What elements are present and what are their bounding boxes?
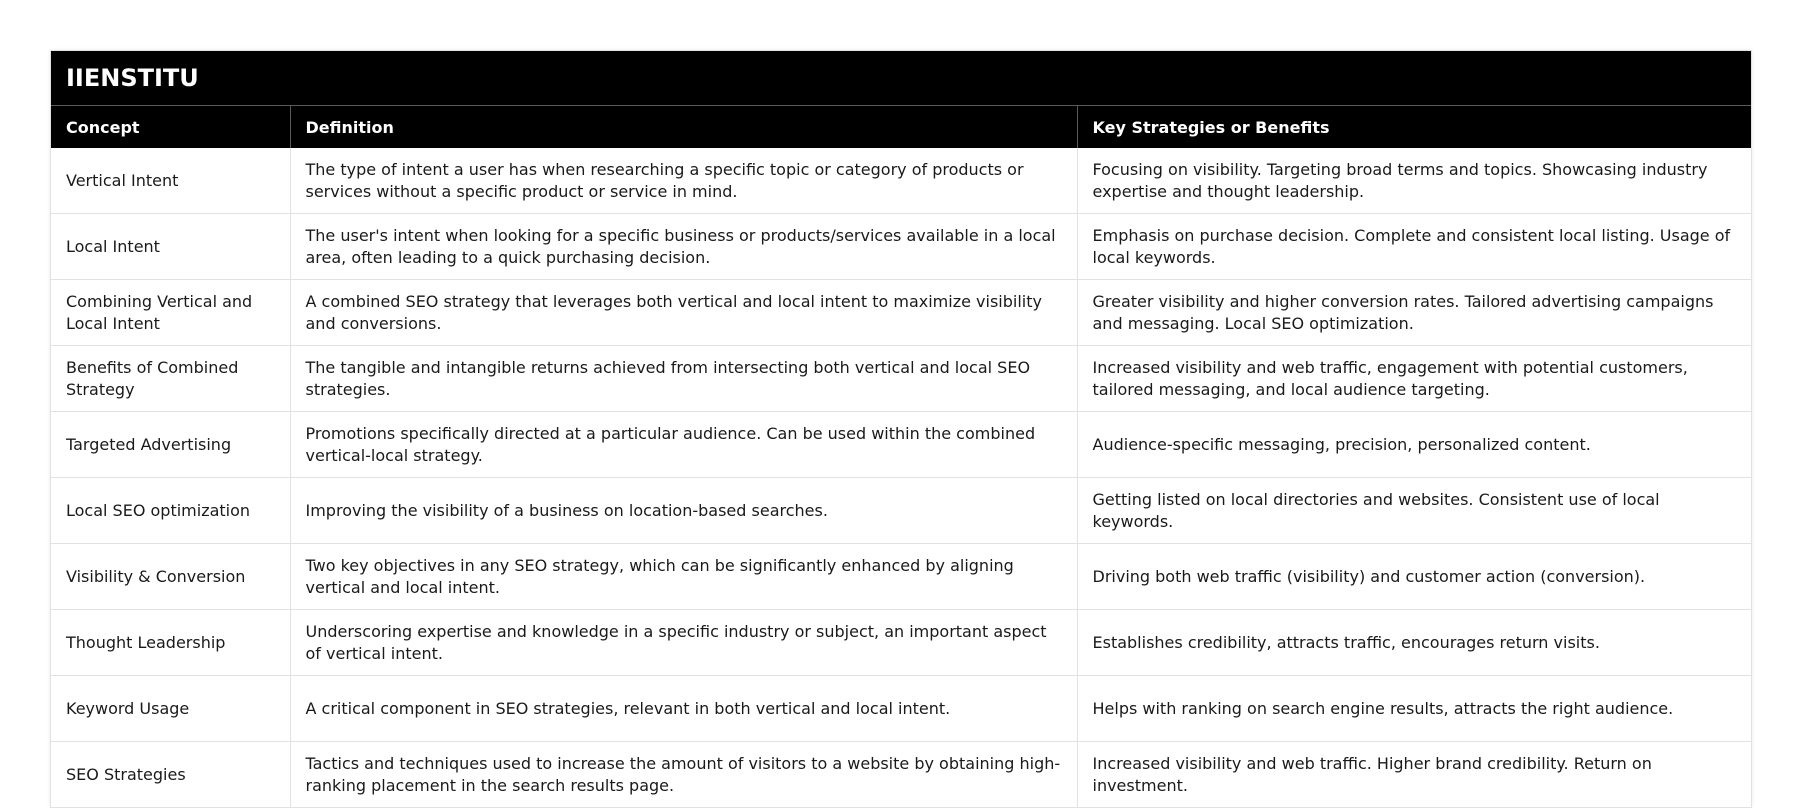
column-header-definition: Definition (290, 106, 1077, 149)
concept-cell: Vertical Intent (51, 148, 290, 214)
table-row (51, 148, 1751, 214)
table-title-row (51, 51, 1751, 106)
concept-cell: Visibility & Conversion (51, 544, 290, 610)
table-title: IIENSTITU (51, 51, 1751, 106)
strategies-cell: Audience-specific messaging, precision, personalized content. (1077, 412, 1751, 478)
definition-cell: Two key objectives in any SEO strategy, which can be significantly enhanced by aligning vertical and local intent. (290, 544, 1077, 610)
definition-cell: A combined SEO strategy that leverages both vertical and local intent to maximize visibility and conversions. (290, 280, 1077, 346)
definition-cell: Improving the visibility of a business on location-based searches. (290, 478, 1077, 544)
concept-cell: Keyword Usage (51, 676, 290, 742)
strategies-cell: Helps with ranking on search engine results, attracts the right audience. (1077, 676, 1751, 742)
table-row (51, 742, 1751, 808)
concept-table (51, 51, 1751, 807)
table-row (51, 346, 1751, 412)
table-row (51, 478, 1751, 544)
column-header-strategies: Key Strategies or Benefits (1077, 106, 1751, 149)
definition-cell: The user's intent when looking for a specific business or products/services available in a local area, often leading to a quick purchasing decision. (290, 214, 1077, 280)
table-row (51, 214, 1751, 280)
concept-cell: Thought Leadership (51, 610, 290, 676)
definition-cell: Underscoring expertise and knowledge in a specific industry or subject, an important aspect of vertical intent. (290, 610, 1077, 676)
concept-cell: Combining Vertical and Local Intent (51, 280, 290, 346)
strategies-cell: Increased visibility and web traffic. Higher brand credibility. Return on investment. (1092, 753, 1652, 795)
table-row (51, 412, 1751, 478)
table-row (51, 676, 1751, 742)
concept-cell: Benefits of Combined Strategy (51, 346, 290, 412)
strategies-cell: Increased visibility and web traffic, engagement with potential customers, tailored messaging, and local audience targeting. (1077, 346, 1751, 412)
definition-cell: Promotions specifically directed at a particular audience. Can be used within the combined vertical-local strategy. (290, 412, 1077, 478)
table-row (51, 280, 1751, 346)
strategies-cell: Getting listed on local directories and websites. Consistent use of local keywords. (1077, 478, 1751, 544)
definition-cell: Tactics and techniques used to increase the amount of visitors to a website by obtaining high-ranking placement in the search results page. (290, 742, 1077, 808)
column-header-concept: Concept (51, 106, 290, 149)
definition-cell: The type of intent a user has when researching a specific topic or category of products or services without a specific product or service in mind. (290, 148, 1077, 214)
concept-table-card (50, 50, 1752, 808)
strategies-cell: Focusing on visibility. Targeting broad terms and topics. Showcasing industry expertise and thought leadership. (1077, 148, 1751, 214)
concept-cell: SEO Strategies (51, 742, 290, 808)
strategies-cell: Establishes credibility, attracts traffic, encourages return visits. (1077, 610, 1751, 676)
definition-cell: A critical component in SEO strategies, relevant in both vertical and local intent. (290, 676, 1077, 742)
table-row (51, 544, 1751, 610)
concept-cell: Targeted Advertising (51, 412, 290, 478)
definition-cell: The tangible and intangible returns achieved from intersecting both vertical and local SEO strategies. (290, 346, 1077, 412)
strategies-cell: Greater visibility and higher conversion rates. Tailored advertising campaigns and messaging. Local SEO optimization. (1077, 280, 1751, 346)
concept-cell: Local SEO optimization (51, 478, 290, 544)
strategies-cell: Emphasis on purchase decision. Complete and consistent local listing. Usage of local keywords. (1077, 214, 1751, 280)
table-row (51, 610, 1751, 676)
table-header-row (51, 106, 1751, 149)
strategies-cell: Driving both web traffic (visibility) and customer action (conversion). (1077, 544, 1751, 610)
concept-cell: Local Intent (51, 214, 290, 280)
